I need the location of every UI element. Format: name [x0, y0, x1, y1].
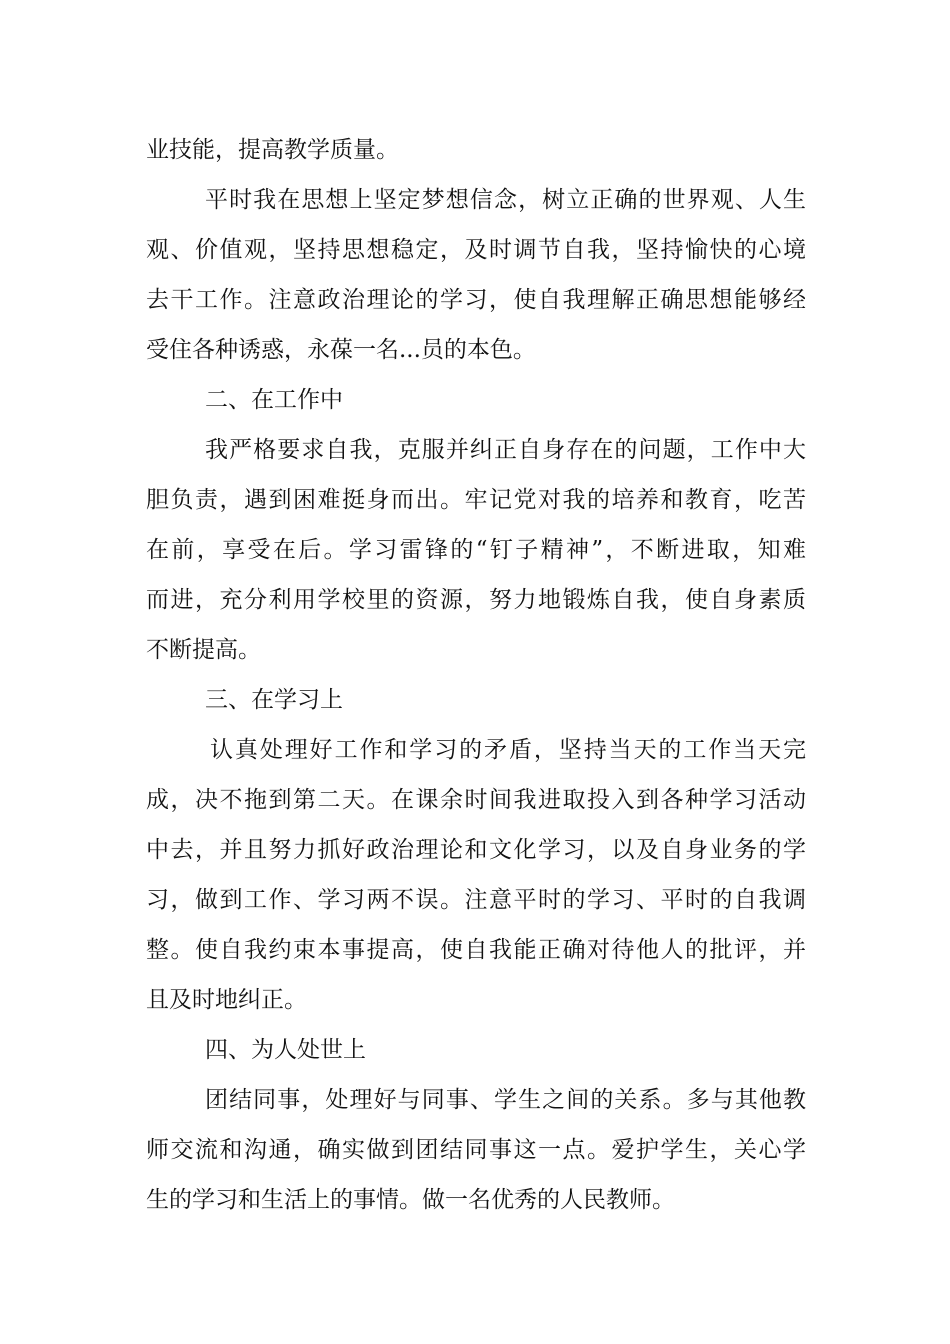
section-heading: 四、为人处世上	[205, 1037, 366, 1063]
paragraph-line: 业技能，提高教学质量。	[146, 137, 399, 163]
paragraph-line: 不断提高。	[146, 637, 261, 663]
paragraph-line: 整。使自我约束本事提高，使自我能正确对待他人的批评，并	[146, 937, 806, 963]
paragraph-line: 认真处理好工作和学习的矛盾，坚持当天的工作当天完	[210, 737, 806, 763]
paragraph-line: 在前，享受在后。学习雷锋的“钉子精神”，不断进取，知难	[146, 537, 806, 563]
paragraph-line: 平时我在思想上坚定梦想信念，树立正确的世界观、人生	[205, 187, 806, 213]
section-heading: 二、在工作中	[205, 387, 343, 413]
paragraph-line: 中去，并且努力抓好政治理论和文化学习，以及自身业务的学	[146, 837, 806, 863]
paragraph-line: 观、价值观，坚持思想稳定，及时调节自我，坚持愉快的心境	[146, 237, 806, 263]
paragraph-line: 胆负责，遇到困难挺身而出。牢记党对我的培养和教育，吃苦	[146, 487, 806, 513]
paragraph-line: 且及时地纠正。	[146, 987, 307, 1013]
paragraph-line: 团结同事，处理好与同事、学生之间的关系。多与其他教	[205, 1087, 806, 1113]
paragraph-line: 受住各种诱惑，永葆一名...员的本色。	[146, 337, 536, 363]
paragraph-line: 而进，充分利用学校里的资源，努力地锻炼自我，使自身素质	[146, 587, 806, 613]
section-heading: 三、在学习上	[205, 687, 343, 713]
paragraph-line: 我严格要求自我，克服并纠正自身存在的问题，工作中大	[205, 437, 806, 463]
paragraph-line: 习，做到工作、学习两不误。注意平时的学习、平时的自我调	[146, 887, 806, 913]
paragraph-line: 去干工作。注意政治理论的学习，使自我理解正确思想能够经	[146, 287, 806, 313]
paragraph-line: 成，决不拖到第二天。在课余时间我进取投入到各种学习活动	[146, 787, 806, 813]
paragraph-line: 师交流和沟通，确实做到团结同事这一点。爱护学生，关心学	[146, 1137, 806, 1163]
paragraph-line: 生的学习和生活上的事情。做一名优秀的人民教师。	[146, 1187, 675, 1213]
